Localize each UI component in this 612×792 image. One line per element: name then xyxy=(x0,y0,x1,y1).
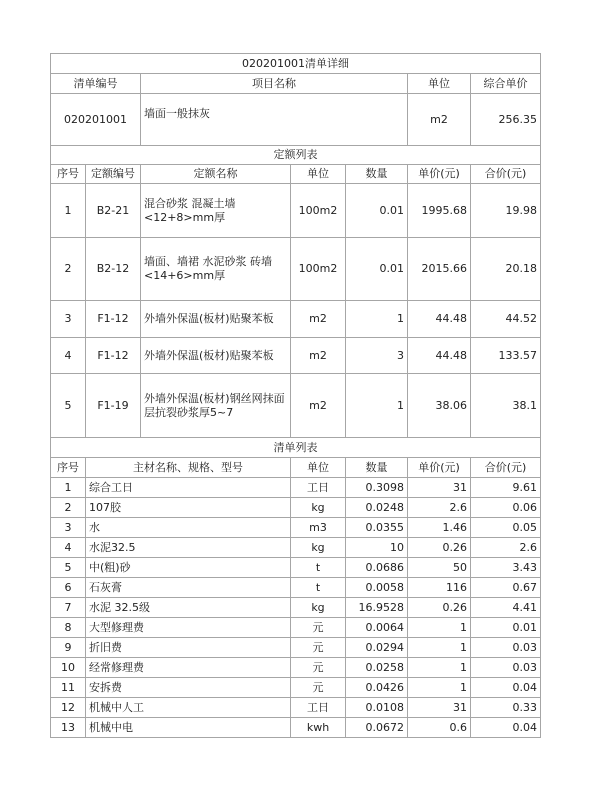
quota-rows xyxy=(51,184,541,438)
material-name-cell: 机械中人工 xyxy=(86,698,291,718)
material-qty-cell: 0.3098 xyxy=(346,478,408,498)
material-row xyxy=(51,658,541,678)
quota-section-title: 定额列表 xyxy=(51,146,541,165)
quota-code-cell: B2-21 xyxy=(86,184,141,238)
material-row xyxy=(51,638,541,658)
material-unit-cell: kg xyxy=(291,598,346,618)
material-price-cell: 0.26 xyxy=(408,598,471,618)
material-total-cell: 4.41 xyxy=(471,598,541,618)
material-qty-cell: 0.0426 xyxy=(346,678,408,698)
material-qty-cell: 0.0058 xyxy=(346,578,408,598)
material-no-cell: 8 xyxy=(51,618,86,638)
quota-unit-cell: m2 xyxy=(291,301,346,338)
material-unit-cell: 工日 xyxy=(291,478,346,498)
quota-price-cell: 44.48 xyxy=(408,301,471,338)
material-no-cell: 6 xyxy=(51,578,86,598)
material-total-cell: 0.05 xyxy=(471,518,541,538)
quota-price-cell: 2015.66 xyxy=(408,238,471,301)
bill-header-row xyxy=(51,74,541,94)
quota-price-cell: 44.48 xyxy=(408,338,471,374)
bill-unit-header: 单位 xyxy=(408,74,471,94)
page-title: 020201001清单详细 xyxy=(51,54,541,74)
quota-name-header: 定额名称 xyxy=(141,165,291,184)
material-qty-cell: 0.0064 xyxy=(346,618,408,638)
quota-no-cell: 3 xyxy=(51,301,86,338)
material-price-cell: 1.46 xyxy=(408,518,471,538)
quota-code-cell: F1-19 xyxy=(86,374,141,438)
material-unit-cell: 元 xyxy=(291,678,346,698)
material-name-cell: 石灰膏 xyxy=(86,578,291,598)
material-qty-cell: 0.0355 xyxy=(346,518,408,538)
material-price-cell: 31 xyxy=(408,478,471,498)
bill-code: 020201001 xyxy=(51,94,141,146)
bill-detail-table xyxy=(50,53,541,738)
quota-total-cell: 133.57 xyxy=(471,338,541,374)
material-unit-cell: m3 xyxy=(291,518,346,538)
quota-section xyxy=(51,146,541,184)
bill-code-header: 清单编号 xyxy=(51,74,141,94)
material-total-cell: 2.6 xyxy=(471,538,541,558)
material-qty-cell: 0.0248 xyxy=(346,498,408,518)
material-price-cell: 1 xyxy=(408,678,471,698)
materials-section-title: 清单列表 xyxy=(51,438,541,458)
quota-name-cell: 外墙外保温(板材)贴聚苯板 xyxy=(141,301,291,338)
material-price-cell: 31 xyxy=(408,698,471,718)
material-name-cell: 安拆费 xyxy=(86,678,291,698)
material-no-cell: 7 xyxy=(51,598,86,618)
material-row xyxy=(51,678,541,698)
material-qty-cell: 0.0258 xyxy=(346,658,408,678)
material-qty-cell: 16.9528 xyxy=(346,598,408,618)
material-price-cell: 116 xyxy=(408,578,471,598)
material-row xyxy=(51,558,541,578)
materials-title-row xyxy=(51,438,541,458)
material-total-header: 合价(元) xyxy=(471,458,541,478)
material-no-cell: 13 xyxy=(51,718,86,738)
material-qty-header: 数量 xyxy=(346,458,408,478)
material-no-cell: 9 xyxy=(51,638,86,658)
material-total-cell: 0.67 xyxy=(471,578,541,598)
quota-title-row xyxy=(51,146,541,165)
quota-code-header: 定额编号 xyxy=(86,165,141,184)
material-price-cell: 2.6 xyxy=(408,498,471,518)
material-name-cell: 中(粗)砂 xyxy=(86,558,291,578)
material-total-cell: 0.03 xyxy=(471,658,541,678)
quota-unit-cell: m2 xyxy=(291,338,346,374)
materials-section xyxy=(51,438,541,478)
quota-total-cell: 20.18 xyxy=(471,238,541,301)
material-unit-cell: kg xyxy=(291,498,346,518)
material-total-cell: 0.03 xyxy=(471,638,541,658)
material-unit-cell: 元 xyxy=(291,618,346,638)
material-total-cell: 0.04 xyxy=(471,718,541,738)
material-unit-cell: kwh xyxy=(291,718,346,738)
material-name-header: 主材名称、规格、型号 xyxy=(86,458,291,478)
material-name-cell: 经常修理费 xyxy=(86,658,291,678)
material-unit-header: 单位 xyxy=(291,458,346,478)
material-unit-cell: 元 xyxy=(291,658,346,678)
material-row xyxy=(51,518,541,538)
material-total-cell: 0.04 xyxy=(471,678,541,698)
material-row xyxy=(51,498,541,518)
quota-code-cell: F1-12 xyxy=(86,301,141,338)
material-name-cell: 水泥32.5 xyxy=(86,538,291,558)
material-qty-cell: 0.0294 xyxy=(346,638,408,658)
quota-total-cell: 19.98 xyxy=(471,184,541,238)
material-no-header: 序号 xyxy=(51,458,86,478)
quota-row xyxy=(51,184,541,238)
material-name-cell: 机械中电 xyxy=(86,718,291,738)
quota-row xyxy=(51,374,541,438)
material-total-cell: 0.06 xyxy=(471,498,541,518)
quota-total-cell: 38.1 xyxy=(471,374,541,438)
material-name-cell: 水 xyxy=(86,518,291,538)
material-row xyxy=(51,718,541,738)
quota-qty-cell: 3 xyxy=(346,338,408,374)
quota-name-cell: 墙面、墙裙 水泥砂浆 砖墙 <14+6>mm厚 xyxy=(141,238,291,301)
bill-name-header: 项目名称 xyxy=(141,74,408,94)
material-price-cell: 0.26 xyxy=(408,538,471,558)
material-no-cell: 3 xyxy=(51,518,86,538)
quota-no-header: 序号 xyxy=(51,165,86,184)
material-no-cell: 2 xyxy=(51,498,86,518)
material-row xyxy=(51,618,541,638)
material-qty-cell: 10 xyxy=(346,538,408,558)
quota-total-cell: 44.52 xyxy=(471,301,541,338)
title-row xyxy=(51,54,541,74)
material-row xyxy=(51,538,541,558)
quota-unit-cell: m2 xyxy=(291,374,346,438)
material-total-cell: 9.61 xyxy=(471,478,541,498)
quota-no-cell: 1 xyxy=(51,184,86,238)
material-no-cell: 4 xyxy=(51,538,86,558)
material-total-cell: 3.43 xyxy=(471,558,541,578)
material-unit-cell: t xyxy=(291,558,346,578)
material-total-cell: 0.33 xyxy=(471,698,541,718)
material-total-cell: 0.01 xyxy=(471,618,541,638)
material-no-cell: 10 xyxy=(51,658,86,678)
quota-name-cell: 混合砂浆 混凝土墙 <12+8>mm厚 xyxy=(141,184,291,238)
bill-unit: m2 xyxy=(408,94,471,146)
quota-row xyxy=(51,238,541,301)
material-name-cell: 水泥 32.5级 xyxy=(86,598,291,618)
material-unit-cell: 工日 xyxy=(291,698,346,718)
material-name-cell: 折旧费 xyxy=(86,638,291,658)
bill-price: 256.35 xyxy=(471,94,541,146)
quota-unit-cell: 100m2 xyxy=(291,184,346,238)
quota-unit-header: 单位 xyxy=(291,165,346,184)
material-no-cell: 11 xyxy=(51,678,86,698)
quota-name-cell: 外墙外保温(板材)贴聚苯板 xyxy=(141,338,291,374)
material-unit-cell: 元 xyxy=(291,638,346,658)
quota-row xyxy=(51,338,541,374)
material-price-cell: 1 xyxy=(408,638,471,658)
quota-qty-header: 数量 xyxy=(346,165,408,184)
material-qty-cell: 0.0108 xyxy=(346,698,408,718)
quota-no-cell: 4 xyxy=(51,338,86,374)
bill-data-row xyxy=(51,94,541,146)
quota-price-header: 单价(元) xyxy=(408,165,471,184)
bill-section xyxy=(51,54,541,146)
quota-qty-cell: 0.01 xyxy=(346,238,408,301)
quota-name-cell: 外墙外保温(板材)钢丝网抹面层抗裂砂浆厚5~7 xyxy=(141,374,291,438)
material-row xyxy=(51,698,541,718)
material-name-cell: 107胶 xyxy=(86,498,291,518)
materials-rows xyxy=(51,478,541,738)
quota-no-cell: 5 xyxy=(51,374,86,438)
material-price-cell: 50 xyxy=(408,558,471,578)
material-no-cell: 5 xyxy=(51,558,86,578)
quota-code-cell: F1-12 xyxy=(86,338,141,374)
material-price-cell: 1 xyxy=(408,618,471,638)
material-no-cell: 12 xyxy=(51,698,86,718)
material-row xyxy=(51,578,541,598)
material-row xyxy=(51,598,541,618)
bill-name: 墙面一般抹灰 xyxy=(141,94,408,146)
materials-header-row xyxy=(51,458,541,478)
quota-no-cell: 2 xyxy=(51,238,86,301)
material-unit-cell: kg xyxy=(291,538,346,558)
quota-price-cell: 38.06 xyxy=(408,374,471,438)
material-price-cell: 0.6 xyxy=(408,718,471,738)
quota-code-cell: B2-12 xyxy=(86,238,141,301)
material-no-cell: 1 xyxy=(51,478,86,498)
quota-header-row xyxy=(51,165,541,184)
material-name-cell: 大型修理费 xyxy=(86,618,291,638)
quota-unit-cell: 100m2 xyxy=(291,238,346,301)
material-price-header: 单价(元) xyxy=(408,458,471,478)
quota-row xyxy=(51,301,541,338)
quota-total-header: 合价(元) xyxy=(471,165,541,184)
quota-price-cell: 1995.68 xyxy=(408,184,471,238)
material-row xyxy=(51,478,541,498)
quota-qty-cell: 0.01 xyxy=(346,184,408,238)
material-name-cell: 综合工日 xyxy=(86,478,291,498)
quota-qty-cell: 1 xyxy=(346,374,408,438)
material-qty-cell: 0.0672 xyxy=(346,718,408,738)
material-qty-cell: 0.0686 xyxy=(346,558,408,578)
material-price-cell: 1 xyxy=(408,658,471,678)
material-unit-cell: t xyxy=(291,578,346,598)
bill-price-header: 综合单价 xyxy=(471,74,541,94)
quota-qty-cell: 1 xyxy=(346,301,408,338)
